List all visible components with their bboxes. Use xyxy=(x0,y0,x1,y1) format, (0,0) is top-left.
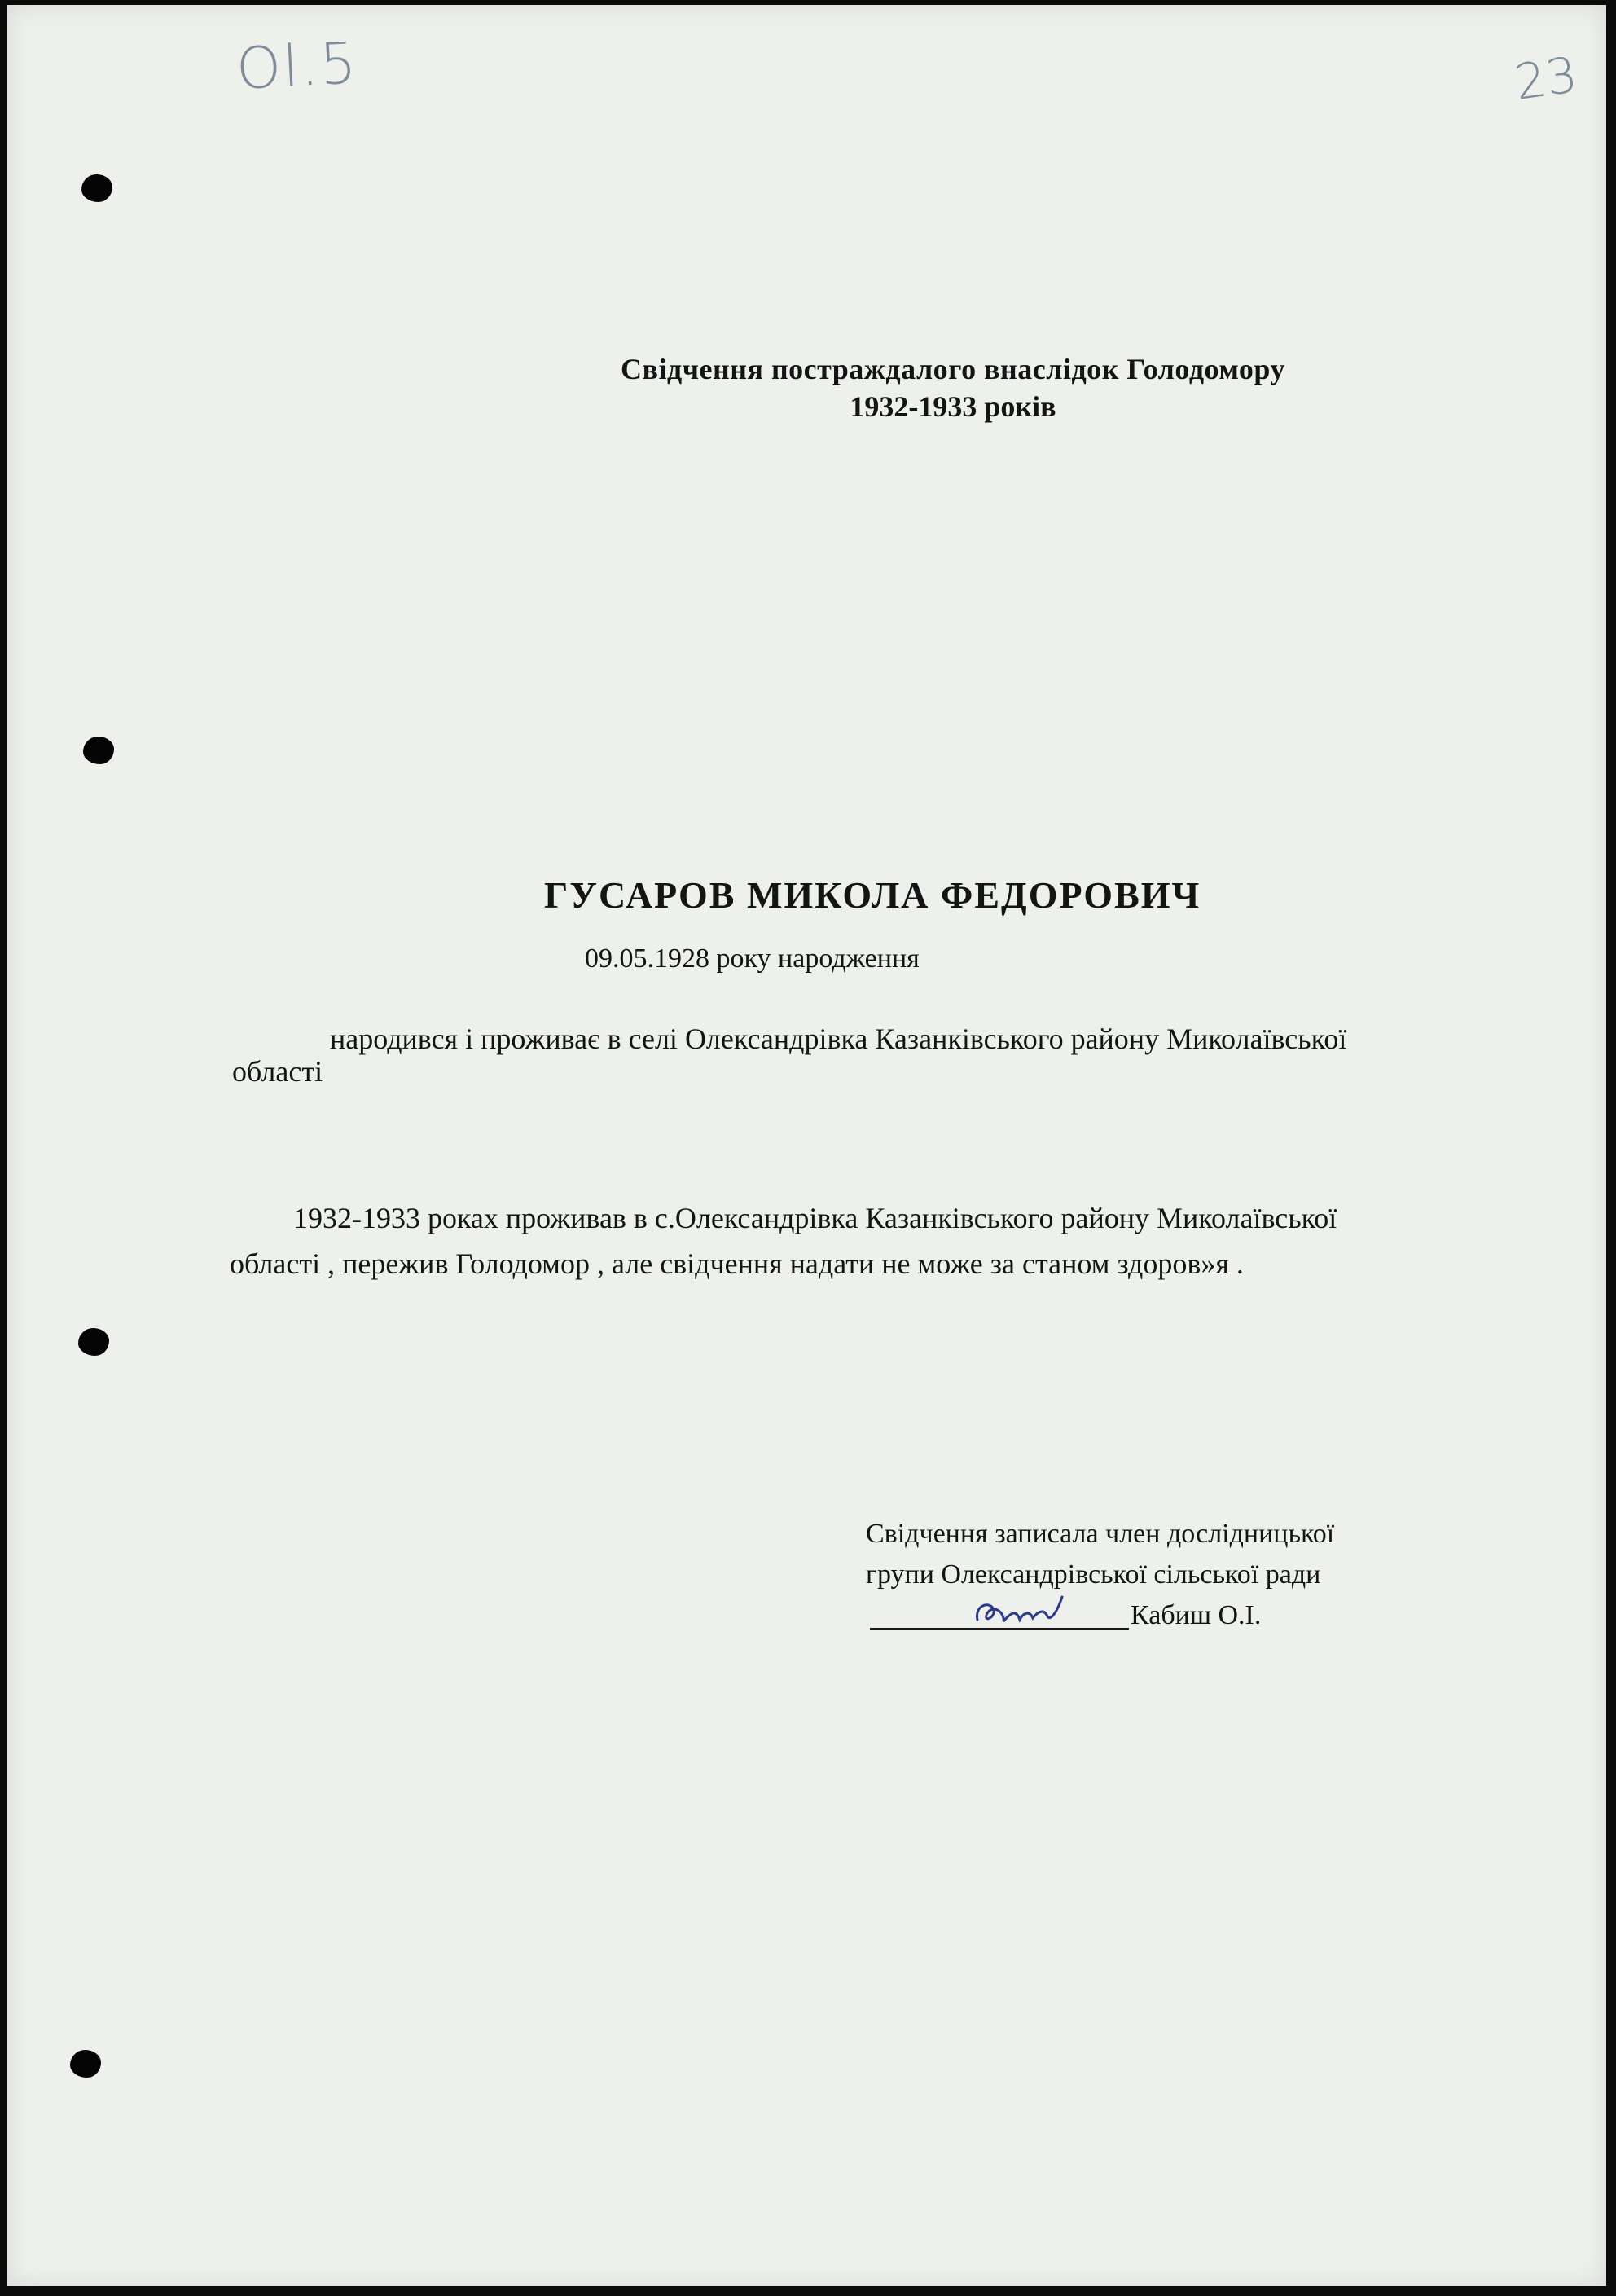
punch-hole xyxy=(83,737,114,764)
document-title: Свідчення постраждалого внаслідок Голодомору xyxy=(621,353,1285,385)
archive-mark: Ol.5 xyxy=(234,29,360,103)
document-page xyxy=(7,5,1606,2286)
testimony-line-1: 1932-1933 роках проживав в с.Олександрівка Казанківського району Миколаївської xyxy=(293,1202,1337,1234)
residence-line-2: області xyxy=(232,1055,323,1088)
document-title-years: 1932-1933 років xyxy=(850,390,1056,423)
punch-hole xyxy=(70,2050,101,2078)
person-name: ГУСАРОВ МИКОЛА ФЕДОРОВИЧ xyxy=(544,874,1201,916)
page-number: 23 xyxy=(1511,46,1581,112)
birth-date: 09.05.1928 року народження xyxy=(585,943,920,974)
punch-hole xyxy=(78,1328,109,1356)
testimony-line-2: області , пережив Голодомор , але свідчення надати не може за станом здоров»я . xyxy=(230,1247,1244,1280)
punch-hole xyxy=(81,174,112,202)
handwritten-signature xyxy=(966,1589,1080,1638)
residence-line-1: народився і проживає в селі Олександрівка Казанківського району Миколаївської xyxy=(330,1023,1347,1055)
recorder-line-2: групи Олександрівської сільської ради xyxy=(866,1559,1321,1590)
recorder-name: Кабиш О.І. xyxy=(1131,1600,1262,1630)
recorder-line-1: Свідчення записала член дослідницької xyxy=(866,1519,1335,1549)
